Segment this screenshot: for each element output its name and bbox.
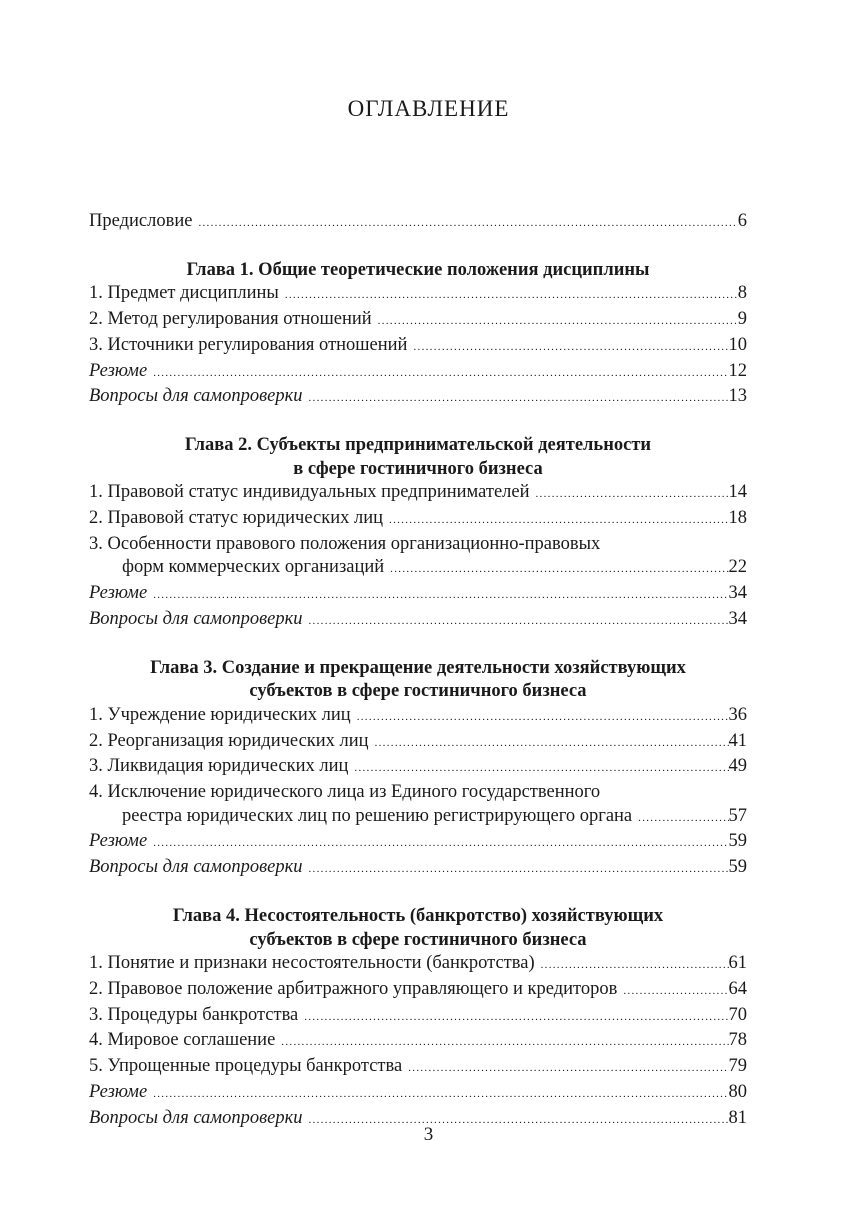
toc-entry-label: Вопросы для самопроверки: [89, 857, 303, 878]
chapter-2-heading: [89, 434, 747, 481]
toc-entry-questions[interactable]: [89, 385, 747, 411]
toc-entry-page: 36: [728, 704, 747, 725]
toc-entry-label: форм коммерческих организаций: [122, 557, 385, 578]
toc-entry-label: 1. Правовой статус индивидуальных предпринимателей: [89, 482, 530, 503]
toc-entry-label: 1. Предмет дисциплины: [89, 283, 279, 304]
chapter-heading-line: Глава 2. Субъекты предпринимательской деятельности: [184, 434, 652, 455]
toc-entry-label: реестра юридических лиц по решению регистрирующего органа: [122, 805, 633, 826]
toc-entry[interactable]: [89, 952, 747, 978]
leader-dots: [309, 385, 729, 411]
chapter-4-heading: [89, 905, 747, 952]
leader-dots: [375, 730, 729, 756]
leader-dots: [153, 582, 728, 608]
leader-dots: [198, 210, 737, 236]
leader-dots: [378, 308, 738, 334]
toc-entry-label: Вопросы для самопроверки: [89, 386, 303, 407]
toc-entry-page: 34: [728, 608, 747, 629]
leader-dots: [153, 1081, 728, 1107]
toc-entry-label: Предисловие: [89, 211, 193, 231]
toc-entry[interactable]: [89, 755, 747, 781]
toc-entry-label: Резюме: [89, 1081, 148, 1102]
chapter-heading-line: Глава 4. Несостоятельность (банкротство) хозяйствующих: [172, 905, 664, 926]
toc-entry-page: 59: [728, 831, 747, 852]
toc-entry[interactable]: [89, 1029, 747, 1055]
toc-entry-page: 78: [728, 1030, 747, 1051]
leader-dots: [413, 334, 728, 360]
leader-dots: [309, 856, 729, 882]
toc-entry-label: Резюме: [89, 831, 148, 852]
toc-entry-label: Резюме: [89, 360, 148, 381]
leader-dots: [304, 1004, 728, 1030]
toc-entry-questions[interactable]: [89, 608, 747, 634]
toc-entry-label: 5. Упрощенные процедуры банкротства: [89, 1056, 403, 1077]
leader-dots: [541, 952, 729, 978]
toc-entry-page: 57: [728, 805, 747, 826]
toc-entry-page: 6: [737, 211, 747, 231]
toc-entry-label: Вопросы для самопроверки: [89, 1107, 303, 1128]
toc-entry[interactable]: [89, 334, 747, 360]
toc-entry-page: 41: [728, 730, 747, 751]
toc-entry-label-line[interactable]: 4. Исключение юридического лица из Единого государственного: [89, 782, 601, 803]
leader-dots: [281, 1029, 728, 1055]
toc-entry-page: 14: [728, 482, 747, 503]
chapter-heading-line: в сфере гостиничного бизнеса: [293, 458, 543, 479]
toc-entry-label: 1. Учреждение юридических лиц: [89, 704, 351, 725]
leader-dots: [536, 481, 729, 507]
toc-entry[interactable]: [89, 507, 747, 533]
toc-entry[interactable]: [89, 308, 747, 334]
toc-entry-page: 49: [728, 756, 747, 777]
toc-entry-summary[interactable]: [89, 1081, 747, 1107]
chapter-heading-line: субъектов в сфере гостиничного бизнеса: [249, 681, 587, 702]
toc-entry[interactable]: [89, 1004, 747, 1030]
toc-entry-page: 59: [728, 857, 747, 878]
toc-entry-page: 8: [737, 283, 747, 304]
toc-entry-page: 18: [728, 508, 747, 529]
leader-dots: [357, 704, 729, 730]
toc-entry-page: 10: [728, 334, 747, 355]
table-of-contents: [89, 210, 747, 1132]
toc-entry-label-line[interactable]: 3. Особенности правового положения организационно-правовых: [89, 533, 601, 554]
toc-entry[interactable]: [89, 730, 747, 756]
toc-entry-label: 3. Источники регулирования отношений: [89, 334, 408, 355]
leader-dots: [153, 830, 728, 856]
toc-entry-page: 13: [728, 386, 747, 407]
toc-entry-page: 61: [728, 953, 747, 974]
chapter-heading-line: субъектов в сфере гостиничного бизнеса: [249, 929, 587, 950]
leader-dots: [153, 360, 728, 386]
toc-entry-label: 2. Реорганизация юридических лиц: [89, 730, 369, 751]
toc-entry[interactable]: [89, 1055, 747, 1081]
toc-entry-page: 64: [728, 978, 747, 999]
toc-entry-summary[interactable]: [89, 582, 747, 608]
toc-entry[interactable]: [89, 556, 747, 582]
toc-entry-page: 81: [728, 1107, 747, 1128]
toc-entry[interactable]: [89, 978, 747, 1004]
leader-dots: [389, 507, 728, 533]
chapter-heading-line: Глава 3. Создание и прекращение деятельности хозяйствующих: [150, 657, 686, 678]
toc-entry[interactable]: [89, 805, 747, 831]
toc-entry-questions[interactable]: [89, 856, 747, 882]
toc-entry[interactable]: [89, 704, 747, 730]
toc-entry-page: 80: [728, 1081, 747, 1102]
toc-entry-page: 79: [728, 1056, 747, 1077]
leader-dots: [638, 805, 728, 831]
toc-entry-label: 2. Правовое положение арбитражного управляющего и кредиторов: [89, 978, 618, 999]
toc-entry-summary[interactable]: [89, 830, 747, 856]
toc-entry-label: 1. Понятие и признаки несостоятельности (банкротства): [89, 953, 535, 974]
page-number: 3: [423, 1124, 434, 1145]
toc-entry-page: 12: [728, 360, 747, 381]
toc-entry[interactable]: [89, 481, 747, 507]
leader-dots: [309, 608, 729, 634]
leader-dots: [390, 556, 728, 582]
toc-entry-label: 2. Правовой статус юридических лиц: [89, 508, 384, 529]
toc-entry-label: 3. Процедуры банкротства: [89, 1004, 299, 1025]
toc-entry-label: 4. Мировое соглашение: [89, 1030, 276, 1051]
toc-entry-page: 34: [728, 583, 747, 604]
toc-entry-summary[interactable]: [89, 360, 747, 386]
toc-entry-label: Резюме: [89, 583, 148, 604]
toc-entry-page: 70: [728, 1004, 747, 1025]
chapter-1-heading: [89, 259, 747, 283]
page-title: ОГЛАВЛЕНИЕ: [347, 96, 510, 121]
toc-entry-label: Вопросы для самопроверки: [89, 608, 303, 629]
toc-entry-label: 2. Метод регулирования отношений: [89, 309, 372, 330]
toc-entry-preface[interactable]: [89, 210, 747, 236]
leader-dots: [408, 1055, 728, 1081]
leader-dots: [285, 282, 738, 308]
toc-entry-label: 3. Ликвидация юридических лиц: [89, 756, 349, 777]
leader-dots: [623, 978, 728, 1004]
toc-entry-page: 22: [728, 557, 747, 578]
toc-entry[interactable]: [89, 282, 747, 308]
leader-dots: [354, 755, 728, 781]
toc-entry-page: 9: [737, 309, 747, 330]
chapter-3-heading: [89, 657, 747, 704]
chapter-heading-line: Глава 1. Общие теоретические положения дисциплины: [186, 259, 650, 280]
